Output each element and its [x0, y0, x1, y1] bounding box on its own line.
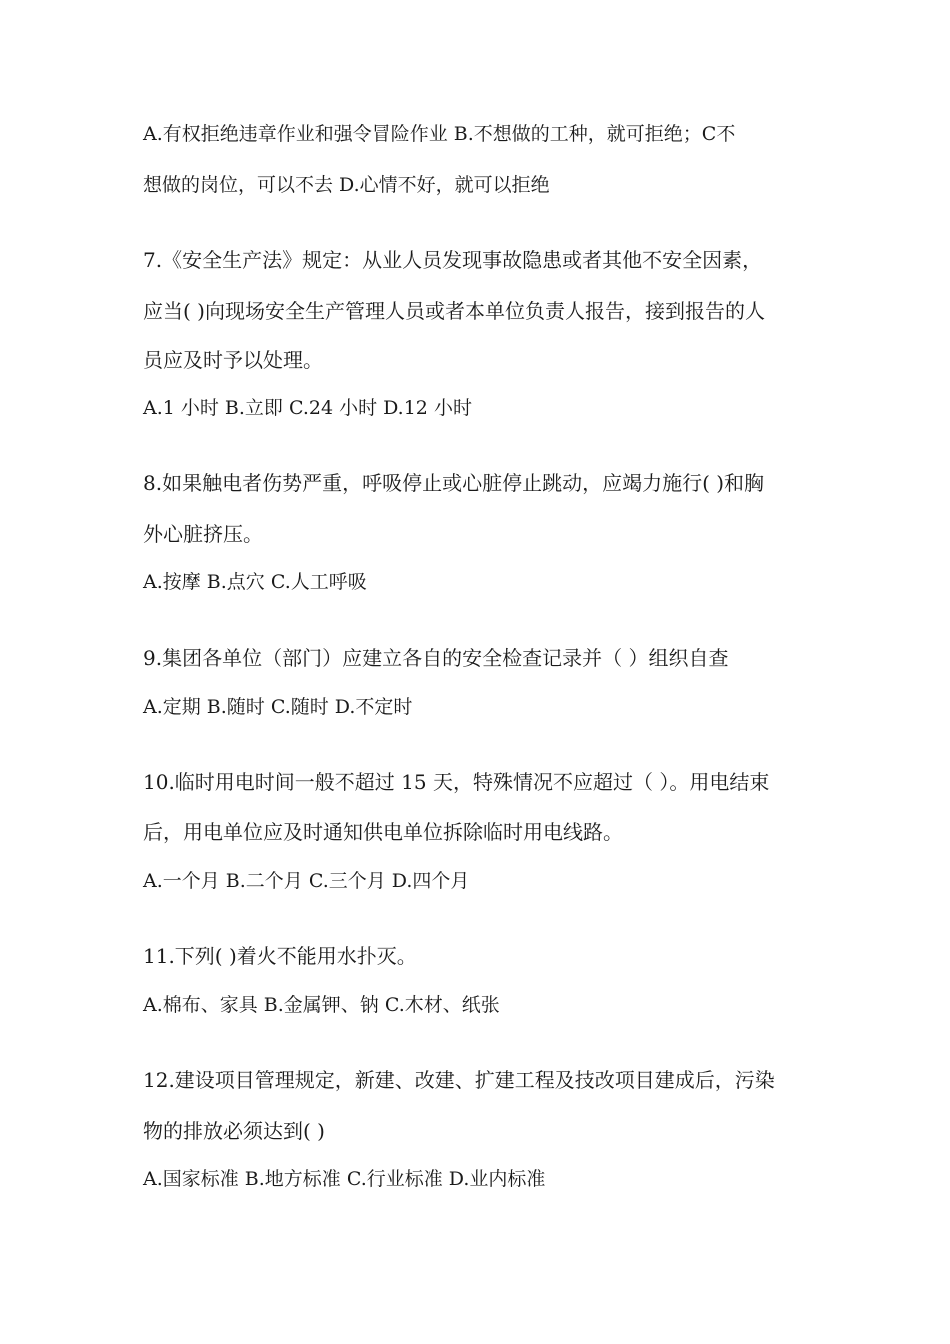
q8-text-line-2: 外心脏挤压。: [143, 522, 263, 546]
q9-text-line-1: 9.集团各单位（部门）应建立各自的安全检查记录并（ ）组织自查: [143, 646, 729, 670]
q11-text-line-1: 11.下列( )着火不能用水扑灭。: [143, 944, 417, 968]
q11-options: A.棉布、家具 B.金属钾、钠 C.木材、纸张: [143, 994, 500, 1016]
q12-text-line-2: 物的排放必须达到( ): [143, 1119, 325, 1143]
q8-text-line-1: 8.如果触电者伤势严重，呼吸停止或心脏停止跳动，应竭力施行( )和胸: [143, 471, 765, 495]
q10-text-line-1: 10.临时用电时间一般不超过 15 天，特殊情况不应超过（ ）。用电结束: [143, 770, 770, 794]
q6-options-line-2: 想做的岗位，可以不去 D.心情不好，就可以拒绝: [143, 174, 550, 196]
q12-text-line-1: 12.建设项目管理规定，新建、改建、扩建工程及技改项目建成后，污染: [143, 1068, 775, 1092]
q6-options-line-1: A.有权拒绝违章作业和强令冒险作业 B.不想做的工种，就可拒绝；C不: [143, 123, 736, 145]
q7-options: A.1 小时 B.立即 C.24 小时 D.12 小时: [143, 397, 472, 419]
q12-options: A.国家标准 B.地方标准 C.行业标准 D.业内标准: [143, 1168, 546, 1190]
q10-options: A.一个月 B.二个月 C.三个月 D.四个月: [143, 870, 470, 892]
q8-options: A.按摩 B.点穴 C.人工呼吸: [143, 571, 367, 593]
q10-text-line-2: 后，用电单位应及时通知供电单位拆除临时用电线路。: [143, 820, 623, 844]
q7-text-line-2: 应当( )向现场安全生产管理人员或者本单位负责人报告，接到报告的人: [143, 299, 765, 323]
q7-text-line-1: 7.《安全生产法》规定：从业人员发现事故隐患或者其他不安全因素，: [143, 248, 763, 272]
q7-text-line-3: 员应及时予以处理。: [143, 348, 323, 372]
q9-options: A.定期 B.随时 C.随时 D.不定时: [143, 696, 413, 718]
